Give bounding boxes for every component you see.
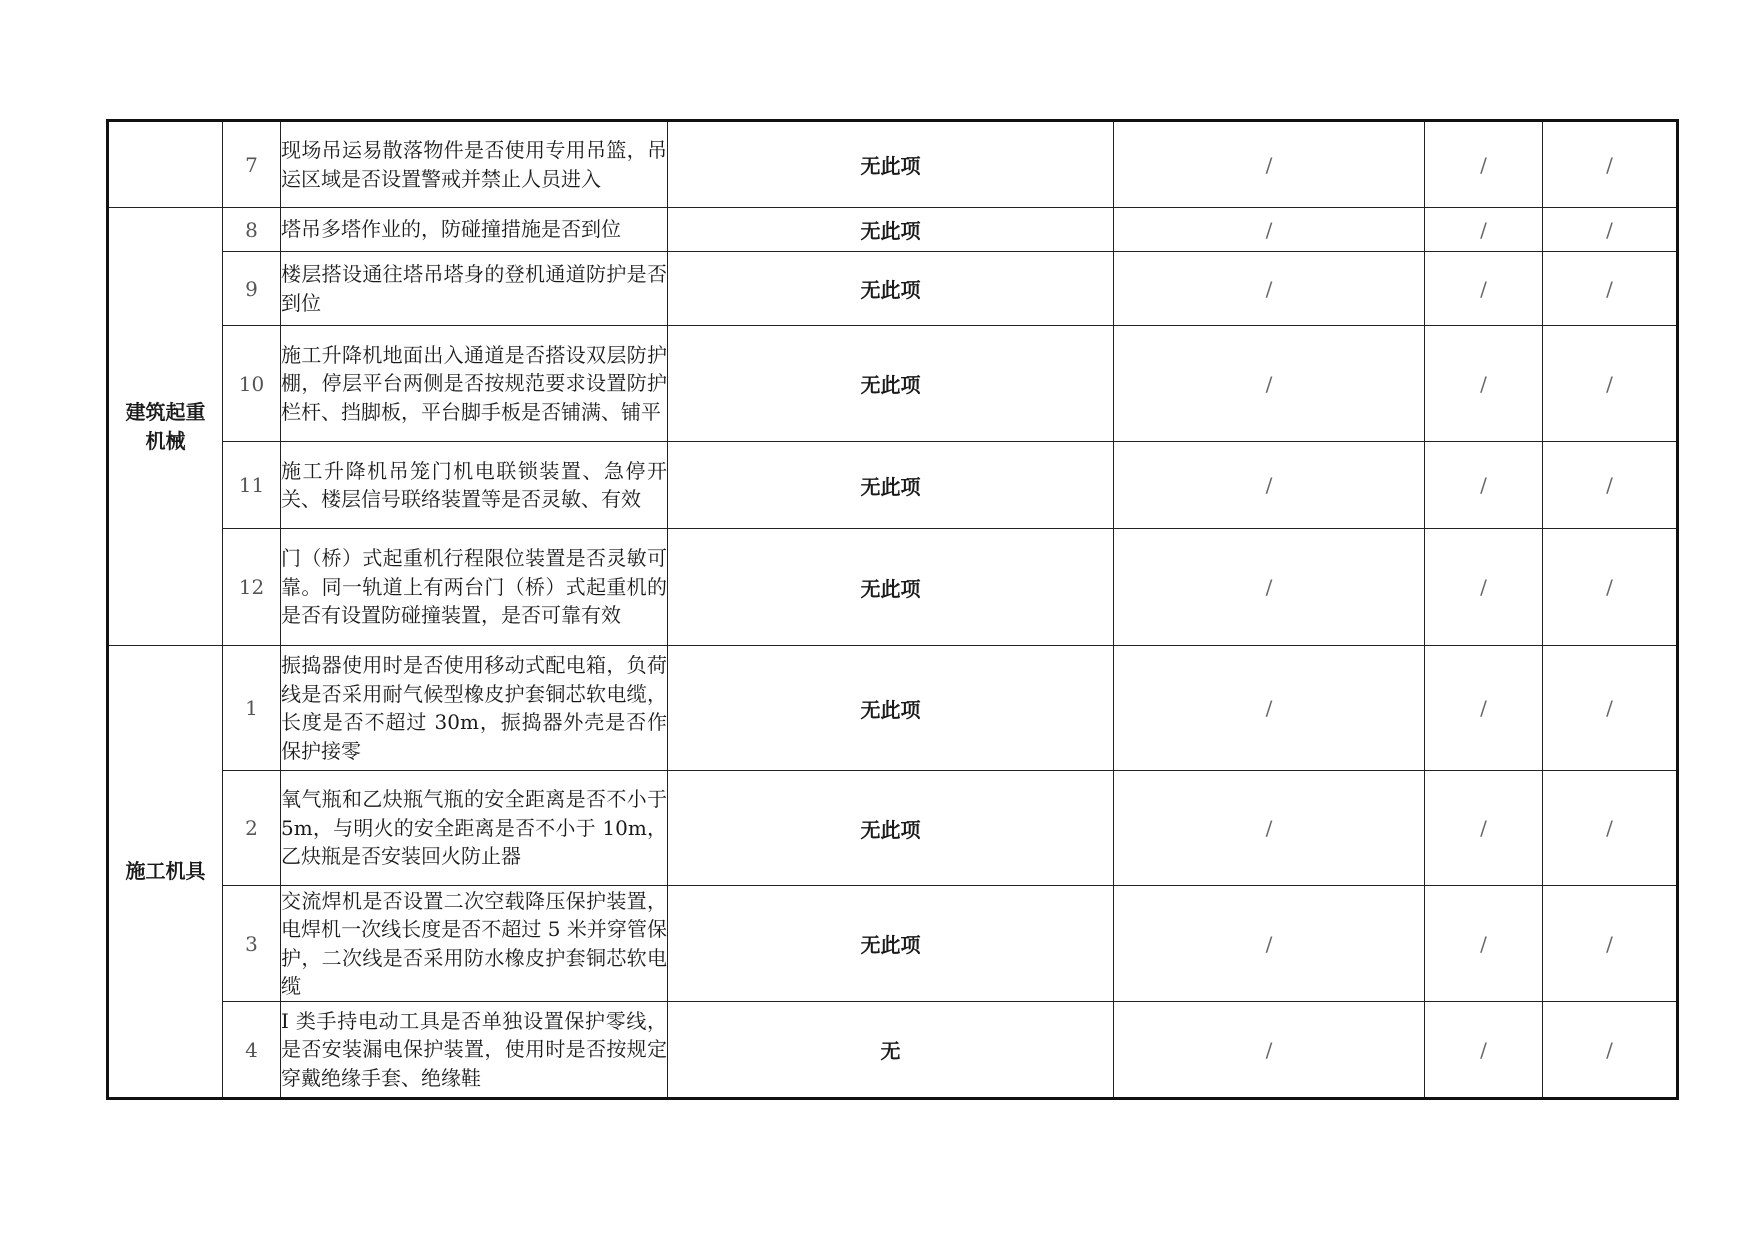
table-row <box>108 529 1678 646</box>
slash-cell: / <box>1114 442 1425 529</box>
slash-cell: / <box>1543 1002 1678 1099</box>
slash-cell: / <box>1114 771 1425 886</box>
inspection-table <box>106 119 1679 1100</box>
item-description: 施工升降机地面出入通道是否搭设双层防护棚，停层平台两侧是否按规范要求设置防护栏杆、挡脚板，平台脚手板是否铺满、铺平 <box>281 326 668 442</box>
item-description: 塔吊多塔作业的，防碰撞措施是否到位 <box>281 208 668 252</box>
table-row <box>108 326 1678 442</box>
slash-cell: / <box>1543 771 1678 886</box>
item-description: 门（桥）式起重机行程限位装置是否灵敏可靠。同一轨道上有两台门（桥）式起重机的是否有设置防碰撞装置，是否可靠有效 <box>281 529 668 646</box>
slash-cell: / <box>1114 886 1425 1002</box>
slash-cell: / <box>1114 252 1425 326</box>
item-number: 10 <box>223 326 281 442</box>
slash-cell: / <box>1425 121 1543 208</box>
result-cell: 无此项 <box>668 771 1114 886</box>
result-cell: 无此项 <box>668 208 1114 252</box>
slash-cell: / <box>1543 208 1678 252</box>
item-number: 9 <box>223 252 281 326</box>
item-description: 振捣器使用时是否使用移动式配电箱，负荷线是否采用耐气候型橡皮护套铜芯软电缆，长度是否不超过 30m，振捣器外壳是否作保护接零 <box>281 646 668 771</box>
slash-cell: / <box>1425 326 1543 442</box>
item-description: 交流焊机是否设置二次空载降压保护装置，电焊机一次线长度是否不超过 5 米并穿管保护，二次线是否采用防水橡皮护套铜芯软电缆 <box>281 886 668 1002</box>
slash-cell: / <box>1543 529 1678 646</box>
result-cell: 无此项 <box>668 886 1114 1002</box>
result-cell: 无此项 <box>668 646 1114 771</box>
slash-cell: / <box>1425 442 1543 529</box>
table-row <box>108 208 1678 252</box>
slash-cell: / <box>1114 529 1425 646</box>
slash-cell: / <box>1114 121 1425 208</box>
item-description: 施工升降机吊笼门机电联锁装置、急停开关、楼层信号联络装置等是否灵敏、有效 <box>281 442 668 529</box>
slash-cell: / <box>1543 442 1678 529</box>
table-row <box>108 646 1678 771</box>
slash-cell: / <box>1114 208 1425 252</box>
item-number: 4 <box>223 1002 281 1099</box>
item-number: 8 <box>223 208 281 252</box>
slash-cell: / <box>1543 326 1678 442</box>
item-number: 3 <box>223 886 281 1002</box>
slash-cell: / <box>1425 771 1543 886</box>
slash-cell: / <box>1114 1002 1425 1099</box>
item-description: 现场吊运易散落物件是否使用专用吊篮，吊运区域是否设置警戒并禁止人员进入 <box>281 121 668 208</box>
slash-cell: / <box>1114 326 1425 442</box>
item-number: 12 <box>223 529 281 646</box>
result-cell: 无此项 <box>668 326 1114 442</box>
slash-cell: / <box>1114 646 1425 771</box>
slash-cell: / <box>1543 121 1678 208</box>
item-number: 11 <box>223 442 281 529</box>
slash-cell: / <box>1425 252 1543 326</box>
result-cell: 无此项 <box>668 252 1114 326</box>
result-cell: 无此项 <box>668 529 1114 646</box>
slash-cell: / <box>1543 886 1678 1002</box>
slash-cell: / <box>1425 208 1543 252</box>
item-description: I 类手持电动工具是否单独设置保护零线，是否安装漏电保护装置，使用时是否按规定穿戴绝缘手套、绝缘鞋 <box>281 1002 668 1099</box>
item-description: 楼层搭设通往塔吊塔身的登机通道防护是否到位 <box>281 252 668 326</box>
table-row <box>108 442 1678 529</box>
result-cell: 无此项 <box>668 121 1114 208</box>
item-number: 1 <box>223 646 281 771</box>
table-row <box>108 121 1678 208</box>
table-row <box>108 1002 1678 1099</box>
slash-cell: / <box>1425 1002 1543 1099</box>
slash-cell: / <box>1543 252 1678 326</box>
table-row <box>108 252 1678 326</box>
table-row <box>108 886 1678 1002</box>
result-cell: 无 <box>668 1002 1114 1099</box>
item-description: 氧气瓶和乙炔瓶气瓶的安全距离是否不小于 5m，与明火的安全距离是否不小于 10m，乙炔瓶是否安装回火防止器 <box>281 771 668 886</box>
slash-cell: / <box>1425 886 1543 1002</box>
slash-cell: / <box>1425 529 1543 646</box>
slash-cell: / <box>1425 646 1543 771</box>
category-cell-empty <box>108 121 223 208</box>
item-number: 2 <box>223 771 281 886</box>
table-row <box>108 771 1678 886</box>
slash-cell: / <box>1543 646 1678 771</box>
category-tools: 施工机具 <box>108 646 223 1099</box>
result-cell: 无此项 <box>668 442 1114 529</box>
category-machinery: 建筑起重机械 <box>108 208 223 646</box>
item-number: 7 <box>223 121 281 208</box>
